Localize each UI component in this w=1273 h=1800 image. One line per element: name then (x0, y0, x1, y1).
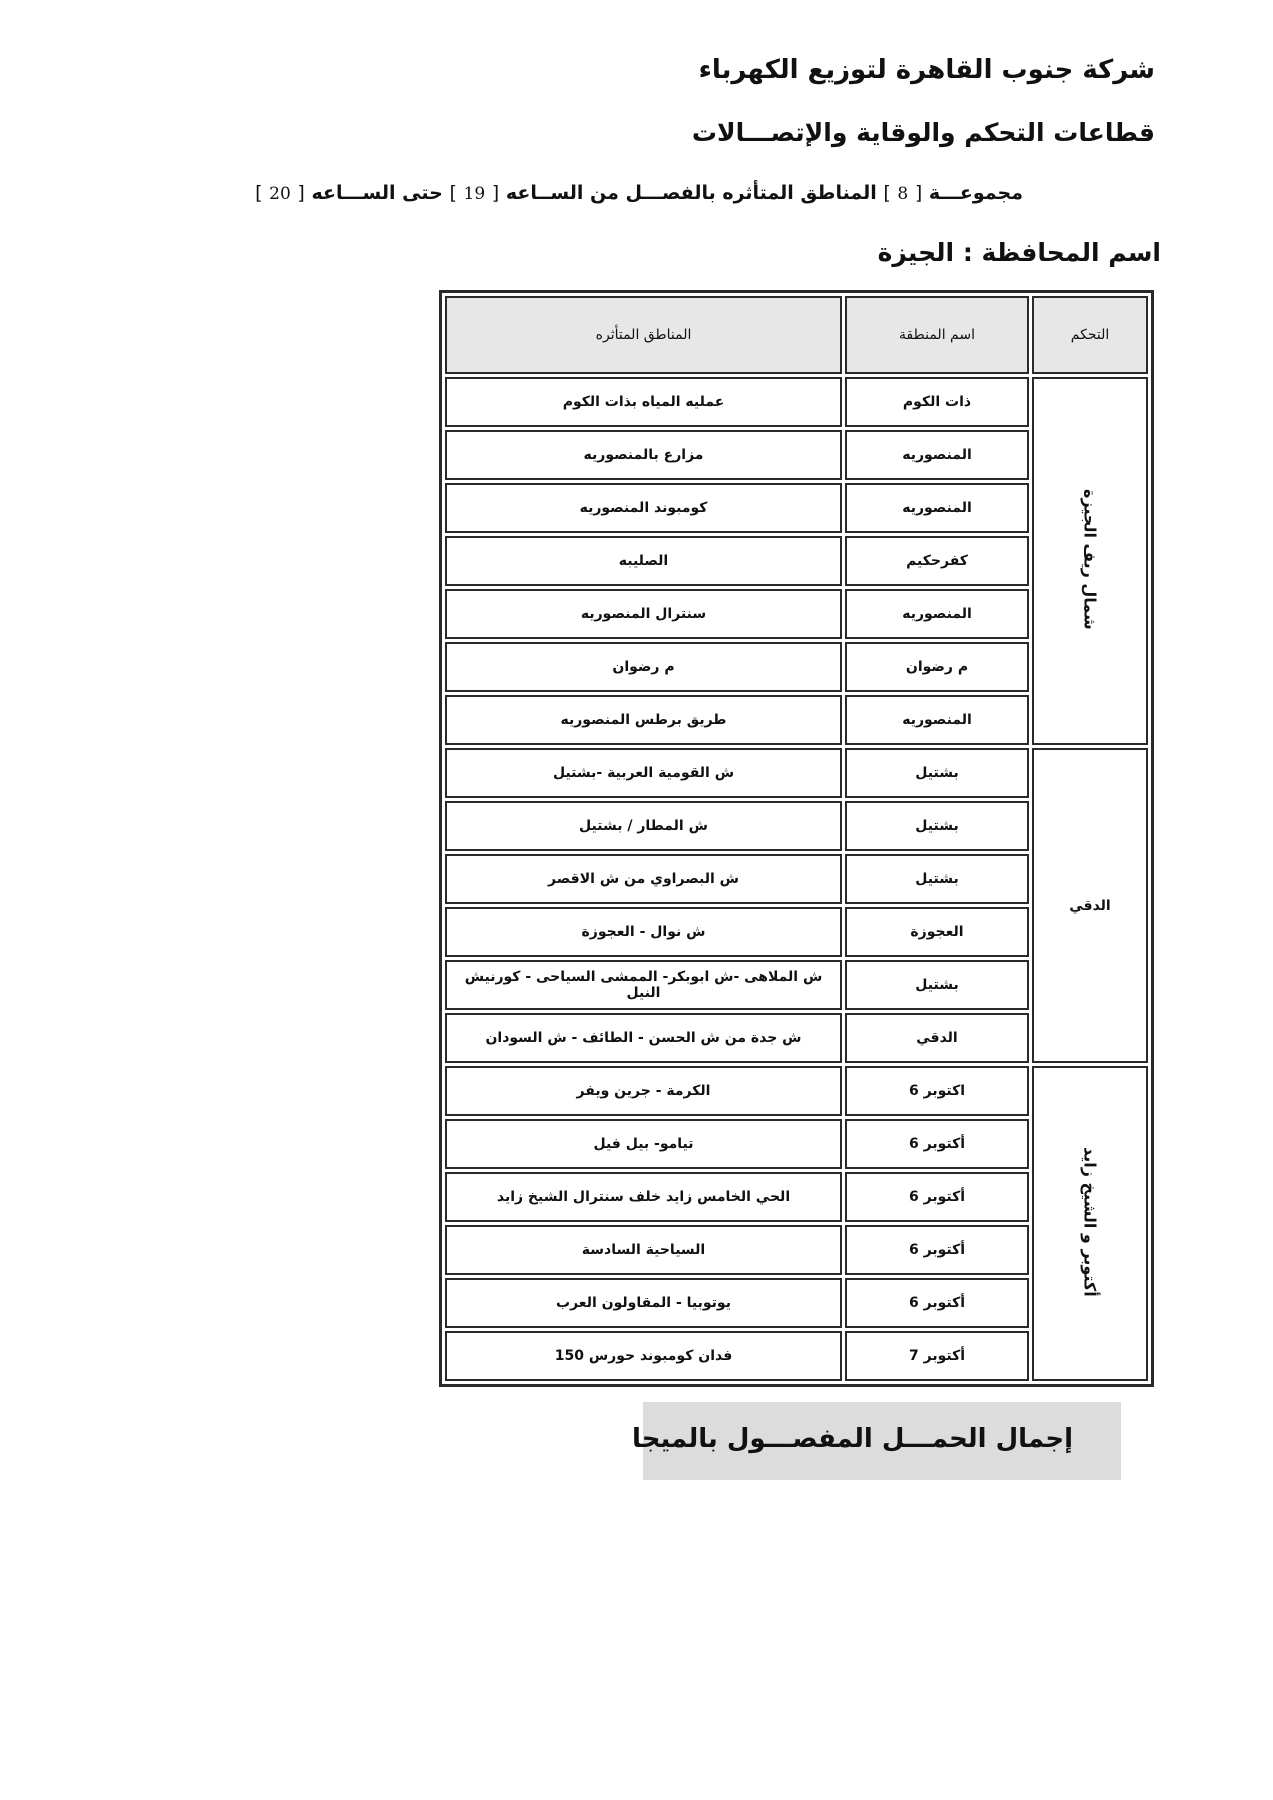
table-row (445, 748, 1148, 798)
zone-cell: العجوزة (845, 907, 1029, 957)
zone-cell: أكتوبر 6 (845, 1172, 1029, 1222)
affected-cell: ش الملاهى -ش ابوبكر- الممشى السياحى - كورنيش النيل (445, 960, 842, 1010)
affected-cell: ش المطار / بشتيل (445, 801, 842, 851)
group-text: المناطق المتأثره بالفصـــل من الســاعه (505, 182, 877, 204)
table-header-row (445, 296, 1148, 374)
zone-cell: المنصوريه (845, 483, 1029, 533)
affected-cell: مزارع بالمنصوريه (445, 430, 842, 480)
control-name: شمال ريف الجيزة (1080, 488, 1100, 630)
zone-cell: المنصوريه (845, 589, 1029, 639)
zone-cell: م رضوان (845, 642, 1029, 692)
zone-cell: الدقي (845, 1013, 1029, 1063)
table-row (445, 1066, 1148, 1116)
affected-cell: الحي الخامس زايد خلف سنترال الشيخ زايد (445, 1172, 842, 1222)
control-name: أكتوبر و الشيخ زايد (1080, 1146, 1100, 1297)
group-label: مجموعـــة (928, 182, 1023, 204)
group-number: 8 (897, 184, 909, 204)
affected-areas-table (439, 290, 1154, 1387)
zone-cell: بشتيل (845, 801, 1029, 851)
governorate-title: اسم المحافظة : الجيزة (877, 238, 1161, 267)
control-name: الدقي (1069, 897, 1111, 914)
affected-cell: سنترال المنصوريه (445, 589, 842, 639)
zone-cell: بشتيل (845, 960, 1029, 1010)
table-body (445, 377, 1148, 1381)
affected-cell: ش نوال - العجوزة (445, 907, 842, 957)
zone-cell: بشتيل (845, 854, 1029, 904)
table-row (445, 377, 1148, 427)
affected-cell: تيامو- بيل فيل (445, 1119, 842, 1169)
control-cell (1032, 377, 1148, 745)
to-hour: 20 (269, 184, 291, 204)
group-line: مجموعـــة [ 8 ] المناطق المتأثره بالفصـــل من الســاعه [ 19 ] حتى الســـاعه [ 20 ] (255, 182, 1023, 204)
affected-cell: م رضوان (445, 642, 842, 692)
zone-cell: كفرحكيم (845, 536, 1029, 586)
zone-cell: أكتوبر 6 (845, 1278, 1029, 1328)
affected-cell: ش البصراوي من ش الاقصر (445, 854, 842, 904)
zone-cell: أكتوبر 7 (845, 1331, 1029, 1381)
affected-cell: طريق برطس المنصوريه (445, 695, 842, 745)
affected-cell: يوتوبيا - المقاولون العرب (445, 1278, 842, 1328)
total-load-label: إجمال الحمـــل المفصـــول بالميجا (631, 1424, 1073, 1454)
affected-cell: الصليبه (445, 536, 842, 586)
zone-cell: المنصوريه (845, 430, 1029, 480)
affected-cell: ش جدة من ش الحسن - الطائف - ش السودان (445, 1013, 842, 1063)
sector-title: قطاعات التحكم والوقاية والإتصـــالات (691, 118, 1155, 147)
zone-cell: اكتوبر 6 (845, 1066, 1029, 1116)
affected-cell: فدان كومبوند حورس 150 (445, 1331, 842, 1381)
zone-cell: أكتوبر 6 (845, 1119, 1029, 1169)
company-name: شركة جنوب القاهرة لتوزيع الكهرباء (698, 55, 1155, 85)
zone-cell: أكتوبر 6 (845, 1225, 1029, 1275)
until-text: حتى الســـاعه (311, 182, 443, 204)
header-control: التحكم (1032, 296, 1148, 374)
header-zone: اسم المنطقة (845, 296, 1029, 374)
affected-cell: عمليه المياه بذات الكوم (445, 377, 842, 427)
affected-cell: السياحية السادسة (445, 1225, 842, 1275)
control-cell (1032, 1066, 1148, 1381)
affected-cell: الكرمة - جرين ويفر (445, 1066, 842, 1116)
affected-cell: كومبوند المنصوريه (445, 483, 842, 533)
header-affected: المناطق المتأثره (445, 296, 842, 374)
zone-cell: المنصوريه (845, 695, 1029, 745)
zone-cell: ذات الكوم (845, 377, 1029, 427)
total-load-box (631, 1402, 1121, 1480)
from-hour: 19 (463, 184, 486, 204)
zone-cell: بشتيل (845, 748, 1029, 798)
affected-cell: ش القومية العربية -بشتيل (445, 748, 842, 798)
control-cell (1032, 748, 1148, 1063)
